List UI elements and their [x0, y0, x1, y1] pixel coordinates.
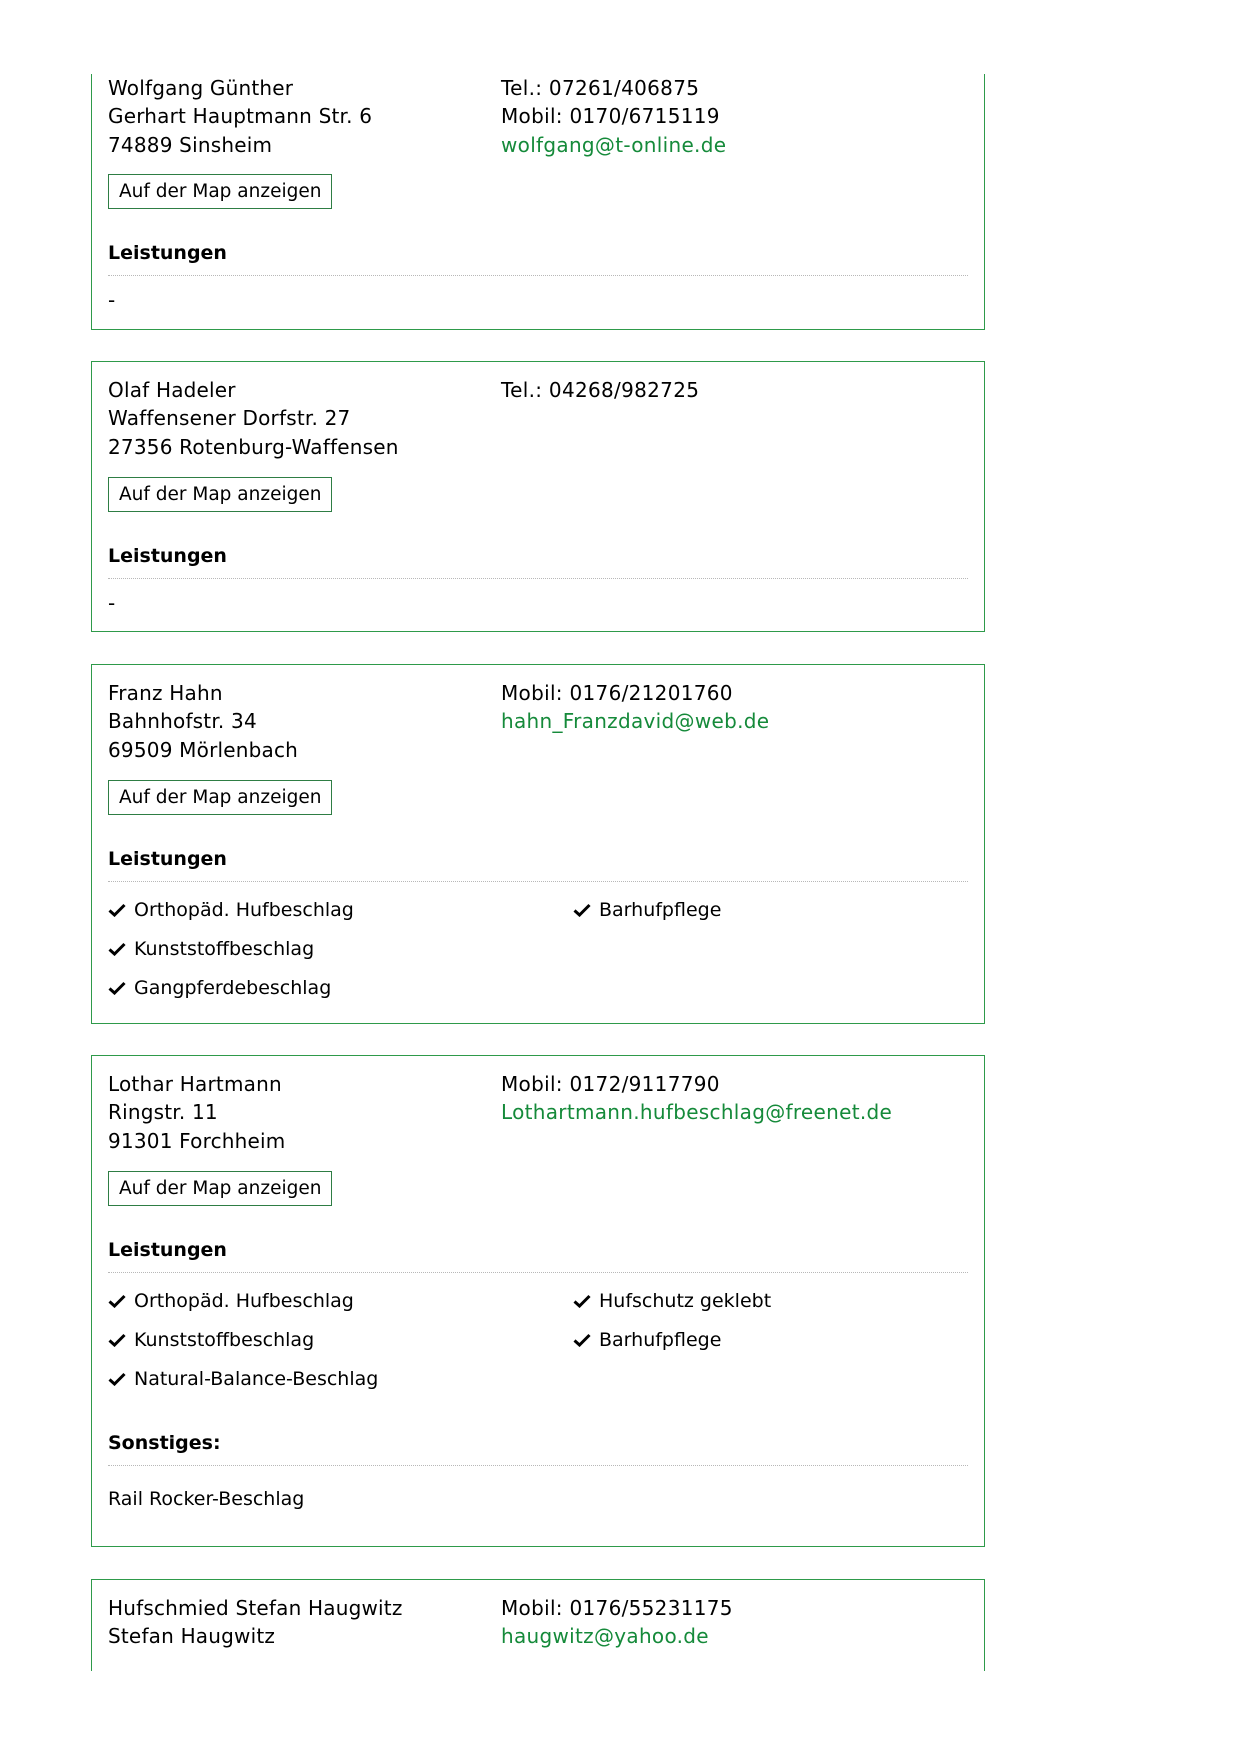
service-item: [108, 1290, 354, 1312]
other-text: Rail Rocker-Beschlag: [108, 1488, 305, 1510]
address-block: [108, 1594, 403, 1651]
service-label: Kunststoffbeschlag: [134, 1329, 315, 1351]
service-label: Gangpferdebeschlag: [134, 977, 332, 999]
provider-street: Ringstr. 11: [108, 1100, 218, 1125]
check-icon: [108, 1333, 126, 1347]
provider-name: Wolfgang Günther: [108, 76, 294, 100]
provider-card: [91, 664, 985, 1024]
email-link[interactable]: haugwitz@yahoo.de: [501, 1624, 709, 1649]
address-block: [108, 1070, 285, 1155]
service-item: [108, 1368, 378, 1390]
service-label: Kunststoffbeschlag: [134, 938, 315, 960]
provider-city: 74889 Sinsheim: [108, 132, 273, 157]
service-item: [573, 1290, 771, 1312]
divider: [108, 275, 968, 276]
services-heading: Leistungen: [108, 545, 227, 567]
check-icon: [573, 1294, 591, 1308]
email-link[interactable]: wolfgang@t-online.de: [501, 132, 727, 157]
show-on-map-button[interactable]: Auf der Map anzeigen: [108, 174, 332, 209]
provider-card: [91, 1579, 985, 1671]
email-link[interactable]: hahn_Franzdavid@web.de: [501, 709, 770, 734]
divider: [108, 1465, 968, 1466]
service-label: Barhufpflege: [599, 899, 722, 921]
mobile-number: Mobil: 0176/55231175: [501, 1596, 733, 1620]
provider-street: Waffensener Dorfstr. 27: [108, 406, 351, 431]
mobile-number: Mobil: 0172/9117790: [501, 1072, 720, 1096]
no-services: -: [108, 288, 116, 312]
other-heading: Sonstiges:: [108, 1432, 221, 1454]
check-icon: [108, 1294, 126, 1308]
provider-street: Stefan Haugwitz: [108, 1624, 276, 1649]
check-icon: [573, 903, 591, 917]
divider: [108, 1272, 968, 1273]
provider-name: Olaf Hadeler: [108, 378, 236, 402]
divider: [108, 578, 968, 579]
provider-city: 27356 Rotenburg-Waffensen: [108, 434, 399, 459]
provider-name: Lothar Hartmann: [108, 1072, 282, 1096]
contact-block: [501, 679, 769, 736]
service-label: Hufschutz geklebt: [599, 1290, 772, 1312]
show-on-map-button[interactable]: Auf der Map anzeigen: [108, 780, 332, 815]
service-label: Orthopäd. Hufbeschlag: [134, 1290, 354, 1312]
service-label: Natural-Balance-Beschlag: [134, 1368, 379, 1390]
check-icon: [108, 1372, 126, 1386]
address-block: [108, 376, 399, 461]
check-icon: [108, 903, 126, 917]
mobile-number: Mobil: 0176/21201760: [501, 681, 733, 705]
service-item: [108, 938, 314, 960]
show-on-map-button[interactable]: Auf der Map anzeigen: [108, 1171, 332, 1206]
check-icon: [573, 1333, 591, 1347]
contact-block: [501, 74, 726, 159]
service-item: [108, 899, 354, 921]
service-item: [573, 899, 721, 921]
service-label: Barhufpflege: [599, 1329, 722, 1351]
service-item: [108, 1329, 314, 1351]
check-icon: [108, 981, 126, 995]
contact-block: [501, 1070, 892, 1127]
phone-number: Tel.: 07261/406875: [501, 76, 700, 100]
services-heading: Leistungen: [108, 848, 227, 870]
service-label: Orthopäd. Hufbeschlag: [134, 899, 354, 921]
mobile-number: Mobil: 0170/6715119: [501, 104, 720, 129]
contact-block: [501, 1594, 733, 1651]
check-icon: [108, 942, 126, 956]
provider-street: Bahnhofstr. 34: [108, 709, 257, 734]
provider-card: [91, 361, 985, 632]
no-services: -: [108, 591, 116, 615]
provider-city: 91301 Forchheim: [108, 1128, 286, 1153]
provider-street: Gerhart Hauptmann Str. 6: [108, 104, 373, 129]
provider-name: Franz Hahn: [108, 681, 223, 705]
phone-number: Tel.: 04268/982725: [501, 378, 700, 402]
contact-block: [501, 376, 699, 404]
email-link[interactable]: Lothartmann.hufbeschlag@freenet.de: [501, 1100, 893, 1125]
service-item: [108, 977, 331, 999]
provider-card: [91, 74, 985, 330]
service-item: [573, 1329, 721, 1351]
services-heading: Leistungen: [108, 242, 227, 264]
provider-card: [91, 1055, 985, 1547]
show-on-map-button[interactable]: Auf der Map anzeigen: [108, 477, 332, 512]
address-block: [108, 74, 372, 159]
provider-name: Hufschmied Stefan Haugwitz: [108, 1596, 403, 1620]
divider: [108, 881, 968, 882]
provider-city: 69509 Mörlenbach: [108, 737, 299, 762]
services-heading: Leistungen: [108, 1239, 227, 1261]
address-block: [108, 679, 298, 764]
